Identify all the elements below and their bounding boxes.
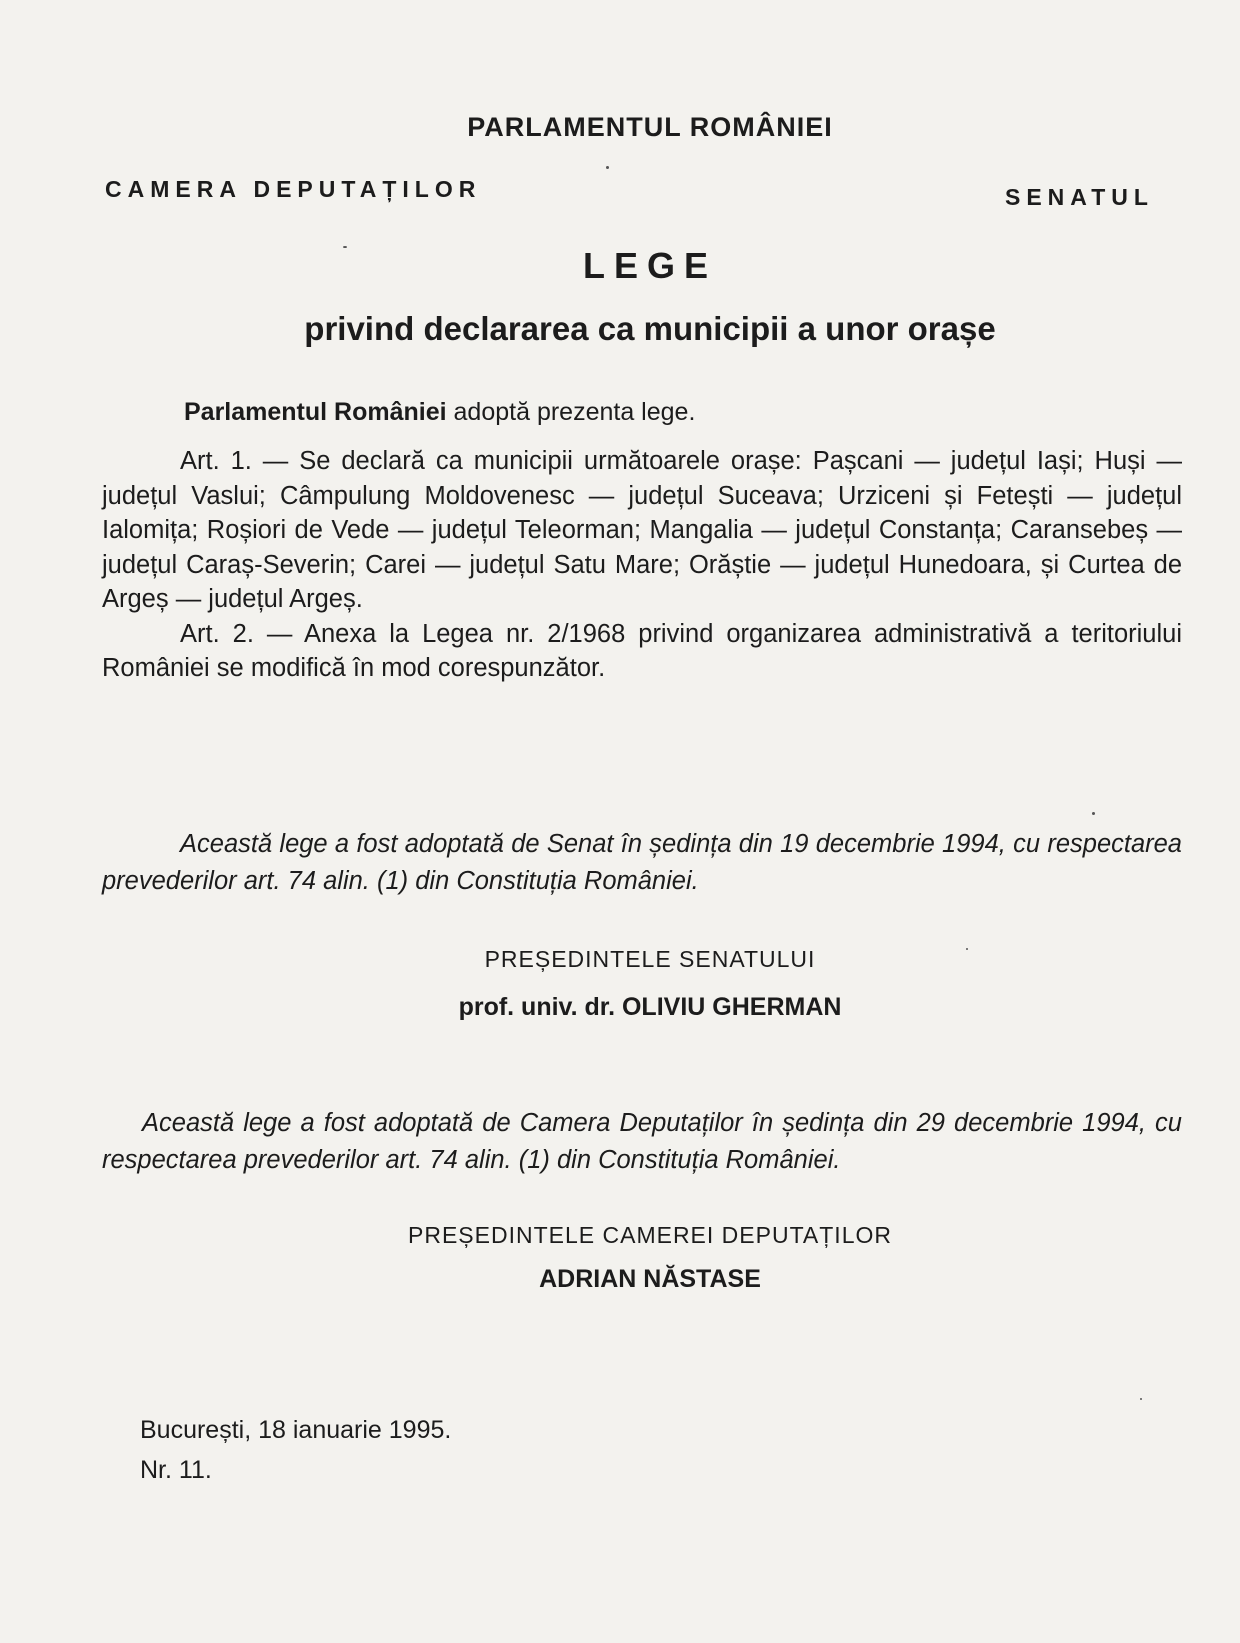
preamble-text: adoptă prezenta lege.	[453, 398, 696, 426]
paper-speck	[966, 948, 968, 950]
preamble-subject: Parlamentul României	[184, 398, 447, 426]
law-number: Nr. 11.	[140, 1456, 212, 1484]
senate-heading: SENATUL	[1005, 184, 1154, 210]
preamble	[184, 398, 695, 427]
law-subject: privind declararea ca municipii a unor orașe	[304, 310, 996, 347]
article-2: Art. 2. — Anexa la Legea nr. 2/1968 privind organizarea administrativă a teritoriului României se modifică în mod corespunzător.	[102, 619, 1182, 682]
paper-speck	[343, 246, 347, 248]
paper-speck	[606, 166, 609, 169]
senate-adoption-note: Această lege a fost adoptată de Senat în ședința din 19 decembrie 1994, cu respectarea prevederilor art. 74 alin. (1) din Constituția României.	[102, 830, 1182, 895]
article-1: Art. 1. — Se declară ca municipii următoarele orașe: Pașcani — județul Iași; Huși — județul Vaslui; Câmpulung Moldovenesc — județul Suceava; Urziceni și Fetești — județul Ialomița; Roșiori de Vede — județul Teleorman; Mangalia — județul Constanța; Caransebeș — județul Caraș-Severin; Carei — județul Satu Mare; Orăștie — județul Hunedoara, și Curtea de Argeș — județul Argeș.	[102, 447, 1182, 613]
chamber-signatory-title: PREȘEDINTELE CAMEREI DEPUTAȚILOR	[408, 1222, 892, 1248]
paper-speck	[1092, 812, 1095, 815]
senate-signatory-name: prof. univ. dr. OLIVIU GHERMAN	[458, 993, 842, 1021]
chamber-heading: CAMERA DEPUTAȚILOR	[105, 176, 482, 202]
place-and-date: București, 18 ianuarie 1995.	[140, 1416, 452, 1444]
chamber-signatory-name: ADRIAN NĂSTASE	[539, 1265, 761, 1293]
senate-signatory-title: PREȘEDINTELE SENATULUI	[484, 946, 816, 972]
paper-speck	[1140, 1398, 1142, 1400]
articles	[102, 444, 1182, 686]
chamber-adoption-note: Această lege a fost adoptată de Camera Deputaților în ședința din 29 decembrie 1994, cu respectarea prevederilor art. 74 alin. (1) din Constituția României.	[102, 1109, 1182, 1174]
document-type: LEGE	[582, 245, 717, 286]
parliament-heading: PARLAMENTUL ROMÂNIEI	[467, 112, 833, 142]
